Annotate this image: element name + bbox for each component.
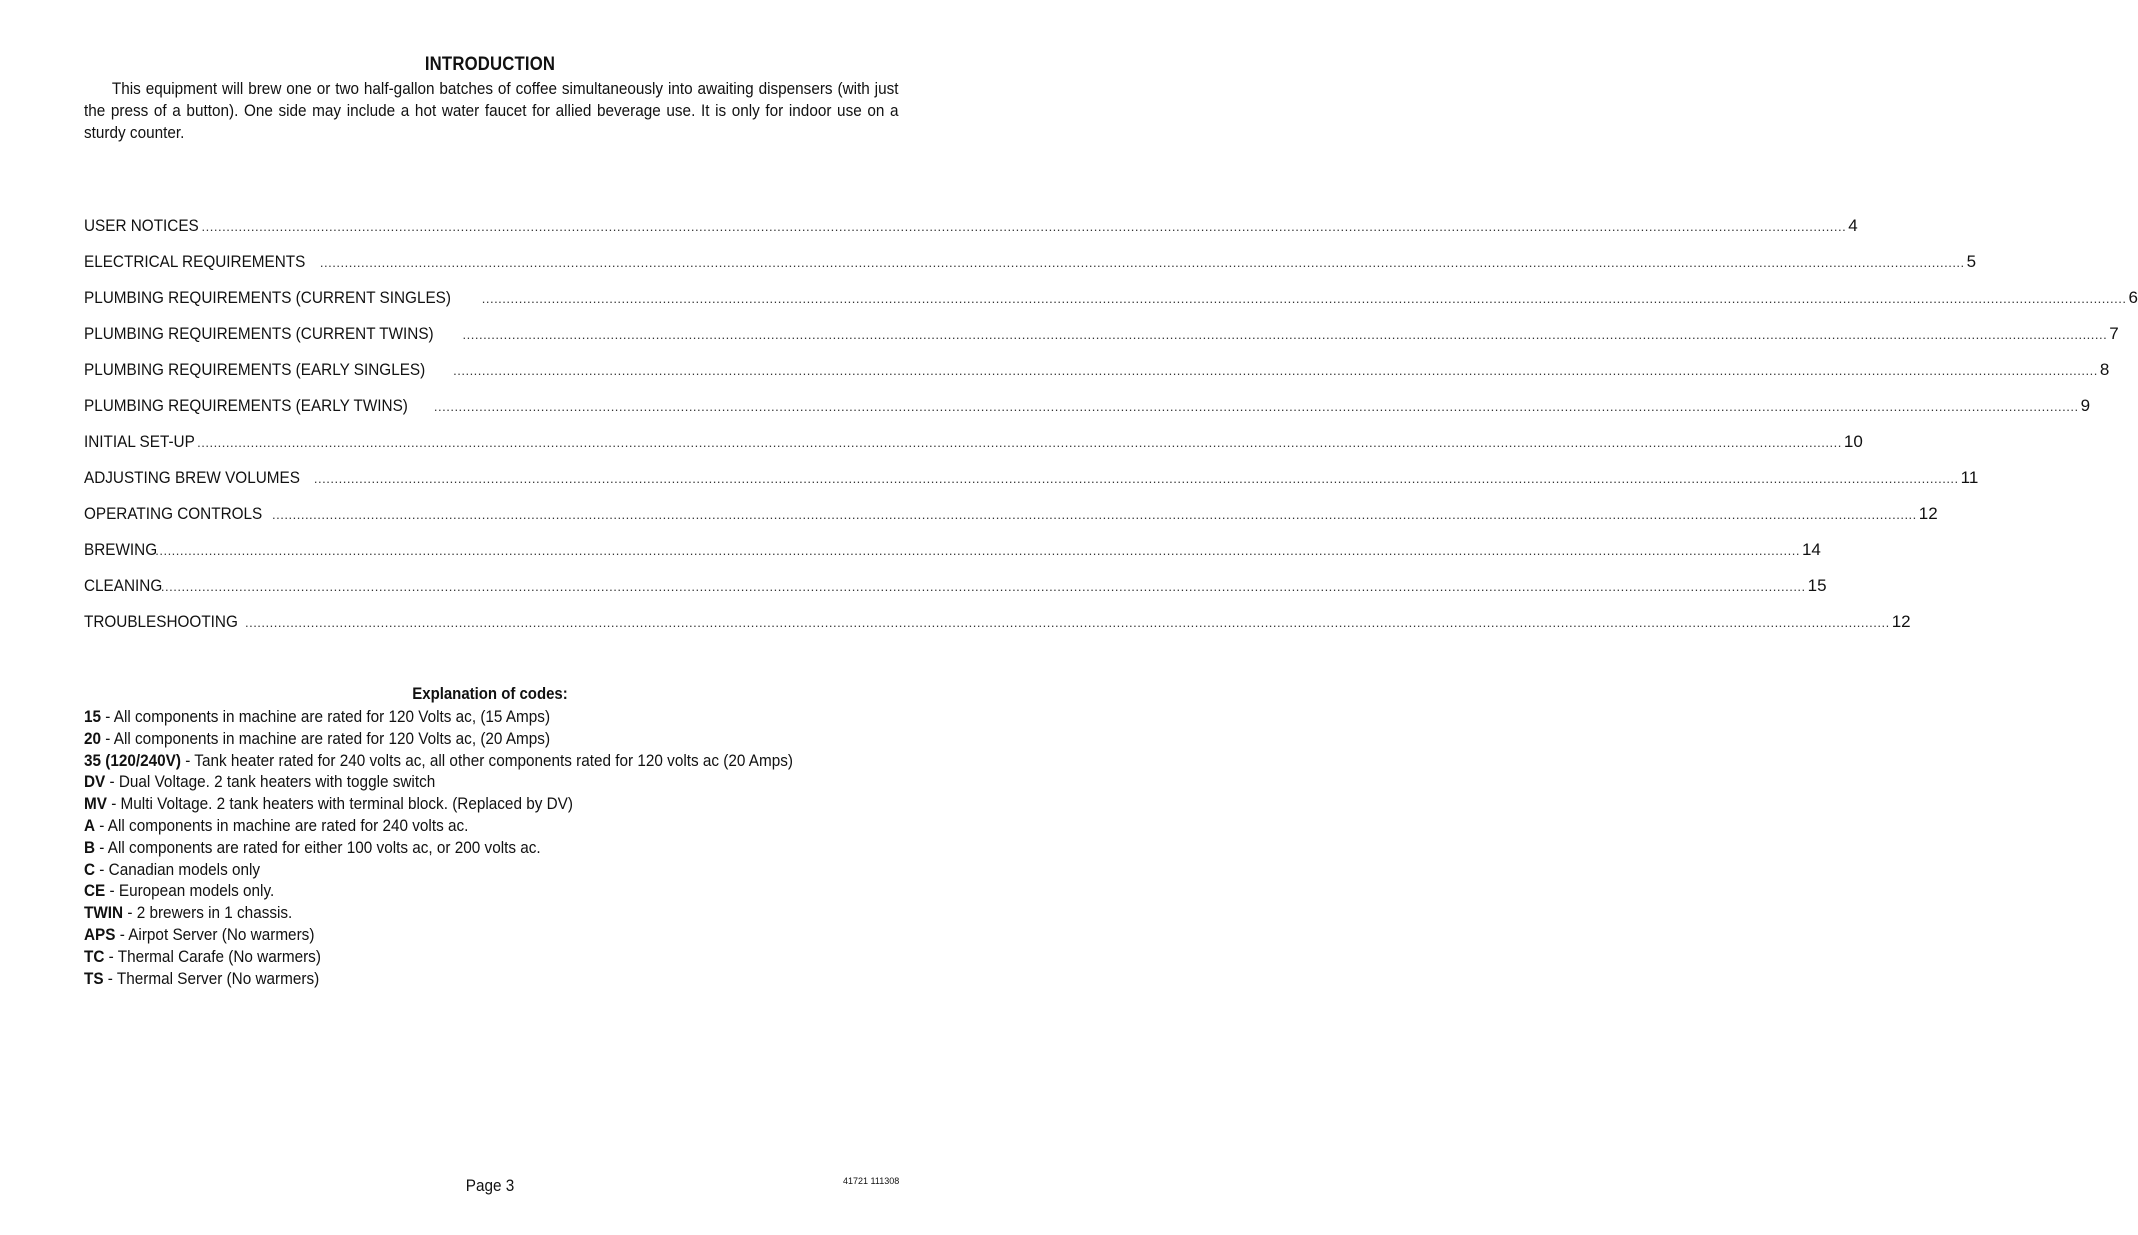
toc-entry[interactable] — [84, 216, 1858, 252]
code-entry — [84, 815, 876, 837]
code-entry — [84, 968, 876, 990]
code-entry — [84, 880, 876, 902]
toc-leader-dots: ................................................................................................................................................................................................................................................................................................................................................................................................................ — [160, 579, 1806, 594]
toc-entry-label: CLEANING — [84, 576, 163, 595]
code-entry — [84, 946, 876, 968]
toc-entry[interactable] — [84, 468, 1979, 504]
code-key: 20 — [84, 728, 102, 748]
code-key: B — [84, 837, 96, 857]
toc-entry-page: 15 — [1807, 576, 1827, 595]
toc-entry-page: 14 — [1801, 540, 1821, 559]
code-key: 35 (120/240V) — [84, 750, 181, 770]
toc-entry-page: 8 — [2099, 360, 2110, 379]
code-key: 15 — [84, 707, 102, 726]
toc-leader-dots: ................................................................................................................................................................................................................................................................................................................................................................................................................ — [201, 219, 1847, 234]
code-entry — [84, 706, 876, 728]
code-entry — [84, 728, 876, 750]
toc-entry-page: 4 — [1848, 216, 1858, 235]
toc-entry[interactable] — [84, 504, 1938, 540]
toc-entry-page: 7 — [2109, 324, 2119, 343]
toc-leader-dots: ................................................................................................................................................................................................................................................................................................................................................................................................................ — [272, 507, 1917, 522]
code-description: - All components in machine are rated for 120 Volts ac, (20 Amps) — [101, 728, 551, 748]
toc-entry[interactable] — [84, 576, 1827, 612]
code-key: C — [84, 859, 96, 879]
toc-entry[interactable] — [84, 288, 2138, 324]
toc-entry-label: PLUMBING REQUIREMENTS (EARLY SINGLES) — [84, 360, 426, 379]
code-key: TS — [84, 968, 104, 988]
toc-leader-dots: ................................................................................................................................................................................................................................................................................................................................................................................................................ — [244, 615, 1890, 630]
toc-entry-label: PLUMBING REQUIREMENTS (CURRENT SINGLES) — [84, 288, 451, 307]
toc-entry[interactable] — [84, 612, 1911, 648]
toc-entry-page: 5 — [1966, 252, 1977, 271]
code-entry — [84, 793, 876, 815]
toc-entry-page: 9 — [2080, 396, 2091, 415]
code-description: - Multi Voltage. 2 tank heaters with terminal block. (Replaced by DV) — [106, 794, 573, 814]
toc-entry-label: PLUMBING REQUIREMENTS (EARLY TWINS) — [84, 396, 408, 415]
code-description: - European models only. — [105, 881, 275, 901]
toc-leader-dots: ................................................................................................................................................................................................................................................................................................................................................................................................................ — [433, 399, 2079, 414]
code-key: TC — [84, 946, 105, 966]
toc-entry-page: 10 — [1843, 432, 1863, 451]
table-of-contents — [84, 216, 2138, 648]
intro-heading: INTRODUCTION — [424, 54, 556, 75]
intro-text: This equipment will brew one or two half-gallon batches of coffee simultaneously into awaiting dispensers (with just the press of a button). One side may include a hot water faucet for allied beverage use. It is only for indoor use on a sturdy counter. — [84, 79, 899, 142]
toc-entry-label: OPERATING CONTROLS — [84, 504, 263, 523]
code-description: - Canadian models only — [95, 859, 261, 879]
codes-heading: Explanation of codes: — [412, 684, 568, 703]
document-number: 41721 111308 — [843, 1176, 900, 1186]
code-entry — [84, 750, 876, 772]
code-key: APS — [84, 924, 116, 944]
toc-entry-label: INITIAL SET-UP — [84, 432, 195, 451]
toc-entry-label: ELECTRICAL REQUIREMENTS — [84, 252, 306, 271]
code-entry — [84, 859, 876, 881]
code-description: - Thermal Server (No warmers) — [103, 968, 320, 988]
toc-entry[interactable] — [84, 252, 1977, 288]
toc-entry[interactable] — [84, 360, 2110, 396]
toc-leader-dots: ................................................................................................................................................................................................................................................................................................................................................................................................................ — [462, 327, 2108, 342]
code-description: - 2 brewers in 1 chassis. — [123, 903, 293, 923]
toc-leader-dots: ................................................................................................................................................................................................................................................................................................................................................................................................................ — [453, 363, 2098, 378]
toc-entry-page: 6 — [2128, 288, 2138, 307]
code-key: CE — [84, 881, 106, 901]
toc-entry-label: TROUBLESHOOTING — [84, 612, 238, 631]
code-description: - Thermal Carafe (No warmers) — [104, 946, 321, 966]
toc-leader-dots: ................................................................................................................................................................................................................................................................................................................................................................................................................ — [481, 291, 2127, 306]
toc-leader-dots: ................................................................................................................................................................................................................................................................................................................................................................................................................ — [197, 435, 1842, 450]
toc-entry-page: 11 — [1960, 468, 1979, 487]
code-description: - Tank heater rated for 240 volts ac, all other components rated for 120 volts ac (20 Amps) — [180, 750, 794, 770]
toc-entry-label: PLUMBING REQUIREMENTS (CURRENT TWINS) — [84, 324, 434, 343]
toc-entry-label: ADJUSTING BREW VOLUMES — [84, 468, 300, 487]
codes-list — [84, 706, 964, 989]
code-description: - All components are rated for either 100 volts ac, or 200 volts ac. — [95, 837, 541, 857]
toc-leader-dots: ................................................................................................................................................................................................................................................................................................................................................................................................................ — [319, 255, 1965, 270]
toc-leader-dots: ................................................................................................................................................................................................................................................................................................................................................................................................................ — [155, 543, 1800, 558]
toc-entry-label: USER NOTICES — [84, 216, 199, 235]
code-description: - Airpot Server (No warmers) — [115, 924, 315, 944]
code-key: TWIN — [84, 903, 124, 923]
code-entry — [84, 902, 876, 924]
code-description: - Dual Voltage. 2 tank heaters with toggle switch — [105, 772, 436, 792]
toc-entry[interactable] — [84, 540, 1821, 576]
code-description: - All components in machine are rated for 240 volts ac. — [95, 815, 469, 835]
code-entry — [84, 771, 876, 793]
toc-entry[interactable] — [84, 432, 1863, 468]
code-entry — [84, 924, 876, 946]
toc-entry-page: 12 — [1891, 612, 1911, 631]
code-entry — [84, 837, 876, 859]
page-number: Page 3 — [465, 1176, 515, 1195]
toc-entry[interactable] — [84, 324, 2119, 360]
toc-entry[interactable] — [84, 396, 2091, 432]
toc-entry-label: BREWING — [84, 540, 158, 559]
code-key: MV — [84, 794, 107, 814]
intro-paragraph — [84, 78, 899, 144]
code-key: A — [84, 815, 96, 835]
code-description: - All components in machine are rated for 120 Volts ac, (15 Amps) — [101, 707, 551, 726]
toc-leader-dots: ................................................................................................................................................................................................................................................................................................................................................................................................................ — [313, 471, 1959, 486]
toc-entry-page: 12 — [1918, 504, 1938, 523]
code-key: DV — [84, 772, 106, 792]
